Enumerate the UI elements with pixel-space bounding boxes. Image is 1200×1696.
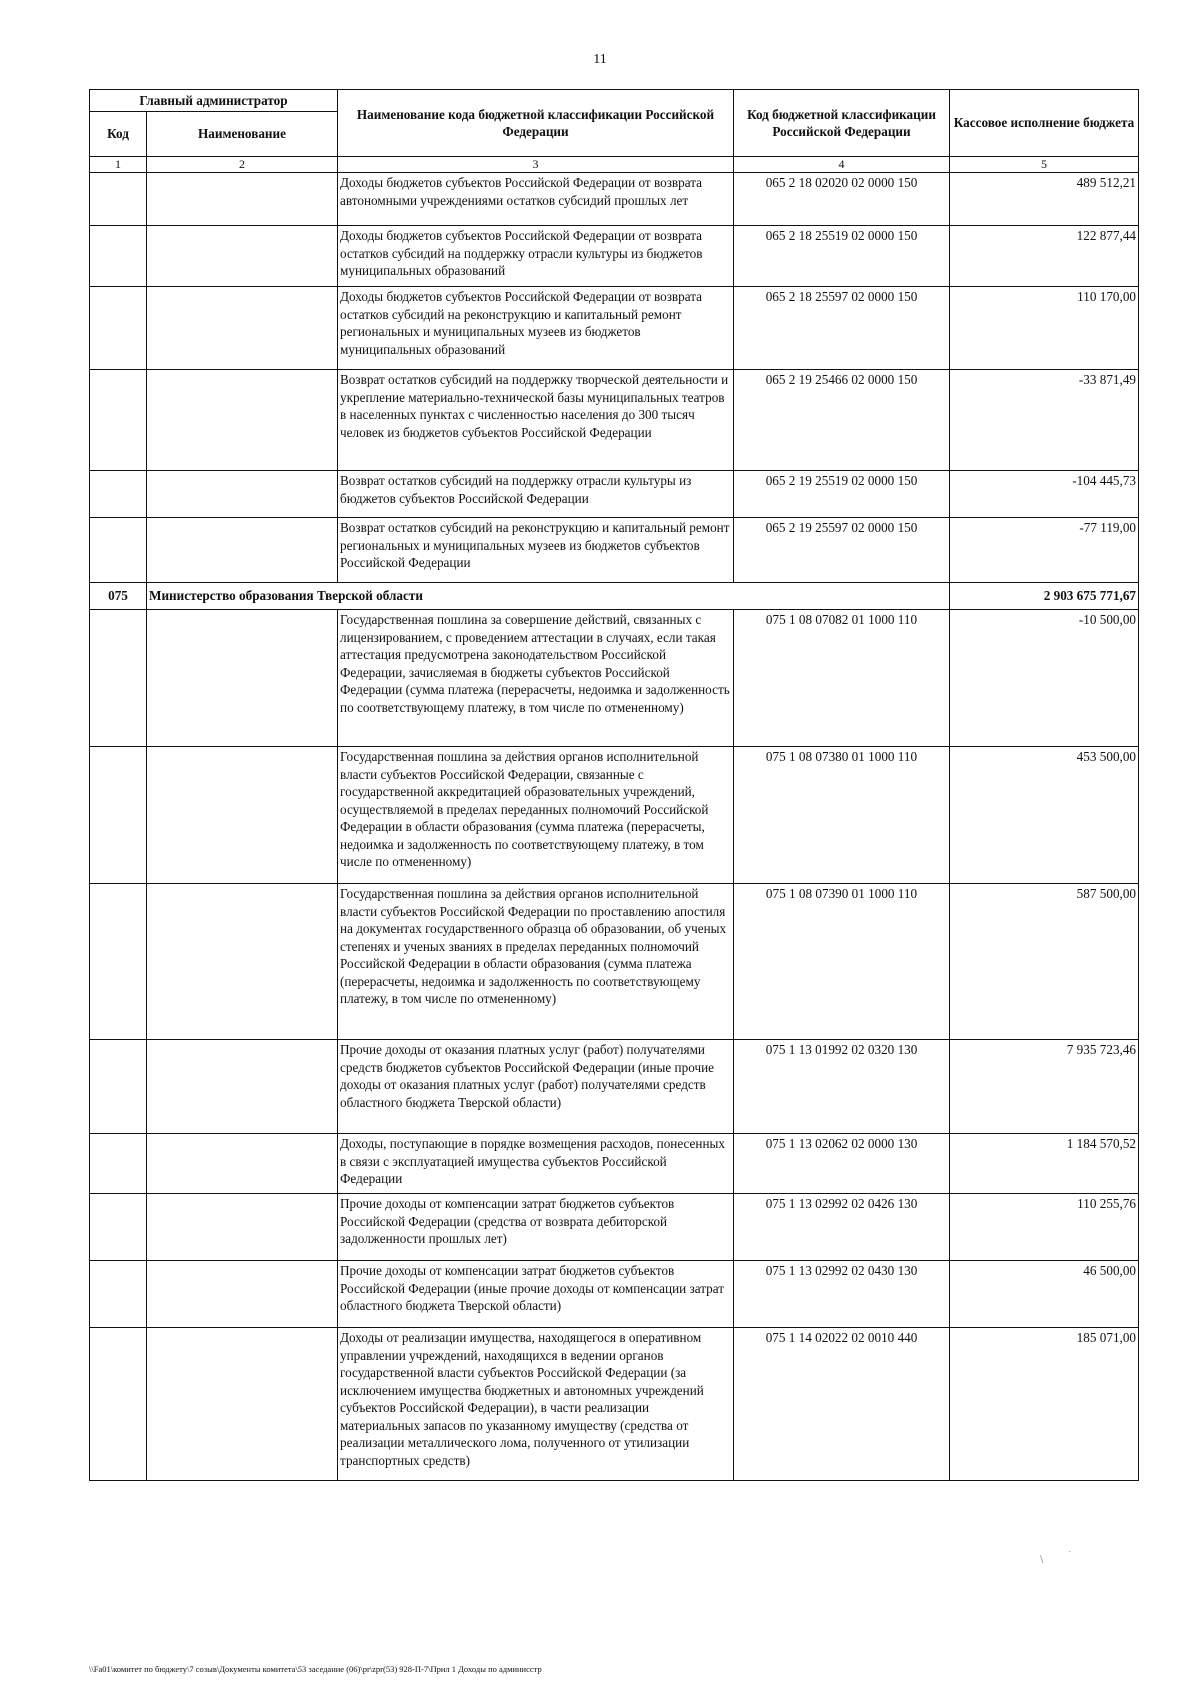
- row-description: Государственная пошлина за совершение действий, связанных с лицензированием, с проведением аттестации в случаях, если такая аттестация предусмотрена законодательством Российской Федерации, зачисляемая в бюджеты субъектов Российской Федерации (сумма платежа (перерасчеты, недоимка и задолженность по соответствующему платежу, в том числе по отмененному): [338, 610, 734, 747]
- row-bk-code: 075 1 13 02062 02 0000 130: [734, 1134, 950, 1194]
- admin-row: [90, 583, 1139, 610]
- table-row: [90, 1261, 1139, 1328]
- admin-name-cell: [147, 518, 338, 583]
- table-row: [90, 518, 1139, 583]
- row-amount: 185 071,00: [950, 1328, 1139, 1481]
- table-row: [90, 1328, 1139, 1481]
- column-number: 5: [950, 157, 1139, 173]
- row-amount: -33 871,49: [950, 370, 1139, 471]
- row-description: Возврат остатков субсидий на поддержку отрасли культуры из бюджетов субъектов Российской Федерации: [338, 471, 734, 518]
- table-row: [90, 226, 1139, 287]
- admin-code: 075: [90, 583, 147, 610]
- row-bk-code: 065 2 19 25466 02 0000 150: [734, 370, 950, 471]
- chief-admin-header: Главный администратор: [90, 90, 338, 112]
- admin-name-cell: [147, 1328, 338, 1481]
- row-bk-code: 075 1 08 07390 01 1000 110: [734, 884, 950, 1040]
- row-bk-code: 065 2 18 25519 02 0000 150: [734, 226, 950, 287]
- row-description: Доходы от реализации имущества, находящегося в оперативном управлении учреждений, находящихся в ведении органов государственной власти субъектов Российской Федерации (за исключением имущества бюджетных и автономных учреждений субъектов Российской Федерации), в части реализации материальных запасов по указанному имуществу (средства от реализации металлического лома, полученного от утилизации транспортных средств): [338, 1328, 734, 1481]
- row-amount: 110 170,00: [950, 287, 1139, 370]
- admin-code-cell: [90, 287, 147, 370]
- code-header: Код: [90, 112, 147, 157]
- row-description: Возврат остатков субсидий на реконструкцию и капитальный ремонт региональных и муниципальных музеев из бюджетов субъектов Российской Федерации: [338, 518, 734, 583]
- admin-name-cell: [147, 173, 338, 226]
- admin-code-cell: [90, 1261, 147, 1328]
- admin-name-cell: [147, 226, 338, 287]
- column-numbers-row: [90, 157, 1139, 173]
- row-bk-code: 075 1 14 02022 02 0010 440: [734, 1328, 950, 1481]
- admin-name-cell: [147, 884, 338, 1040]
- row-amount: 46 500,00: [950, 1261, 1139, 1328]
- table-row: [90, 1134, 1139, 1194]
- table-row: [90, 747, 1139, 884]
- row-amount: 110 255,76: [950, 1194, 1139, 1261]
- admin-code-cell: [90, 471, 147, 518]
- admin-code-cell: [90, 173, 147, 226]
- row-bk-code: 075 1 13 01992 02 0320 130: [734, 1040, 950, 1134]
- row-bk-code: 065 2 19 25519 02 0000 150: [734, 471, 950, 518]
- row-bk-code: 075 1 13 02992 02 0430 130: [734, 1261, 950, 1328]
- table-row: [90, 1040, 1139, 1134]
- row-description: Прочие доходы от компенсации затрат бюджетов субъектов Российской Федерации (средства от возврата дебиторской задолженности прошлых лет): [338, 1194, 734, 1261]
- row-bk-code: 065 2 18 02020 02 0000 150: [734, 173, 950, 226]
- table-row: [90, 610, 1139, 747]
- admin-code-cell: [90, 747, 147, 884]
- column-number: 2: [147, 157, 338, 173]
- row-description: Возврат остатков субсидий на поддержку творческой деятельности и укрепление материально-технической базы муниципальных театров в населенных пунктах с численностью населения до 300 тысяч человек из бюджетов субъектов Российской Федерации: [338, 370, 734, 471]
- row-amount: 489 512,21: [950, 173, 1139, 226]
- table-row: [90, 287, 1139, 370]
- row-bk-code: 065 2 18 25597 02 0000 150: [734, 287, 950, 370]
- row-amount: 7 935 723,46: [950, 1040, 1139, 1134]
- row-amount: 1 184 570,52: [950, 1134, 1139, 1194]
- row-amount: 122 877,44: [950, 226, 1139, 287]
- row-bk-code: 065 2 19 25597 02 0000 150: [734, 518, 950, 583]
- file-path-footer: \\Fa01\комитет по бюджету\7 созыв\Документы комитета\53 заседание (06)\pr\zpr(53) 928-П-7\Прил 1 Доходы по админисстр: [89, 1664, 542, 1674]
- name-header: Наименование: [147, 112, 338, 157]
- row-description: Доходы, поступающие в порядке возмещения расходов, понесенных в связи с эксплуатацией имущества субъектов Российской Федерации: [338, 1134, 734, 1194]
- row-description: Доходы бюджетов субъектов Российской Федерации от возврата остатков субсидий на поддержку отрасли культуры из бюджетов муниципальных образований: [338, 226, 734, 287]
- admin-name-cell: [147, 1261, 338, 1328]
- table-row: [90, 1194, 1139, 1261]
- row-description: Прочие доходы от оказания платных услуг (работ) получателями средств бюджетов субъектов Российской Федерации (иные прочие доходы от оказания платных услуг (работ) получателями средств областного бюджета Тверской области): [338, 1040, 734, 1134]
- admin-name-cell: [147, 1194, 338, 1261]
- admin-name-cell: [147, 1134, 338, 1194]
- table-row: [90, 471, 1139, 518]
- row-amount: -77 119,00: [950, 518, 1139, 583]
- row-description: Прочие доходы от компенсации затрат бюджетов субъектов Российской Федерации (иные прочие доходы от компенсации затрат областного бюджета Тверской области): [338, 1261, 734, 1328]
- row-bk-code: 075 1 08 07380 01 1000 110: [734, 747, 950, 884]
- admin-code-cell: [90, 1328, 147, 1481]
- admin-name: Министерство образования Тверской области: [147, 583, 950, 610]
- admin-total: 2 903 675 771,67: [950, 583, 1139, 610]
- admin-name-cell: [147, 287, 338, 370]
- execution-header: Кассовое исполнение бюджета: [950, 90, 1139, 157]
- row-amount: 587 500,00: [950, 884, 1139, 1040]
- row-description: Государственная пошлина за действия органов исполнительной власти субъектов Российской Федерации, связанные с государственной аккредитацией образовательных учреждений, осуществляемой в пределах переданных полномочий Российской Федерации в области образования (сумма платежа (перерасчеты, недоимка и задолженность по соответствующему платежу, в том числе по отмененному): [338, 747, 734, 884]
- bk-code-header: Код бюджетной классификации Российской Федерации: [734, 90, 950, 157]
- row-bk-code: 075 1 13 02992 02 0426 130: [734, 1194, 950, 1261]
- column-number: 4: [734, 157, 950, 173]
- scan-speck: ˙: [1068, 1550, 1072, 1561]
- admin-code-cell: [90, 1040, 147, 1134]
- column-number: 3: [338, 157, 734, 173]
- admin-name-cell: [147, 610, 338, 747]
- admin-code-cell: [90, 884, 147, 1040]
- budget-table: [89, 89, 1139, 1481]
- admin-name-cell: [147, 747, 338, 884]
- row-amount: -10 500,00: [950, 610, 1139, 747]
- page-number: 11: [593, 52, 607, 67]
- table-row: [90, 173, 1139, 226]
- row-amount: -104 445,73: [950, 471, 1139, 518]
- row-description: Доходы бюджетов субъектов Российской Федерации от возврата остатков субсидий на реконструкцию и капитальный ремонт региональных и муниципальных музеев из бюджетов муниципальных образований: [338, 287, 734, 370]
- table-row: [90, 370, 1139, 471]
- row-bk-code: 075 1 08 07082 01 1000 110: [734, 610, 950, 747]
- admin-code-cell: [90, 226, 147, 287]
- scan-speck: ∖: [1038, 1555, 1045, 1566]
- admin-name-cell: [147, 1040, 338, 1134]
- admin-code-cell: [90, 1134, 147, 1194]
- admin-code-cell: [90, 518, 147, 583]
- admin-code-cell: [90, 610, 147, 747]
- table-row: [90, 884, 1139, 1040]
- admin-code-cell: [90, 1194, 147, 1261]
- row-description: Доходы бюджетов субъектов Российской Федерации от возврата автономными учреждениями остатков субсидий прошлых лет: [338, 173, 734, 226]
- row-amount: 453 500,00: [950, 747, 1139, 884]
- bk-name-header: Наименование кода бюджетной классификации Российской Федерации: [338, 90, 734, 157]
- column-number: 1: [90, 157, 147, 173]
- admin-code-cell: [90, 370, 147, 471]
- admin-name-cell: [147, 370, 338, 471]
- row-description: Государственная пошлина за действия органов исполнительной власти субъектов Российской Федерации по проставлению апостиля на документах государственного образца об образовании, об ученых степенях и ученых званиях в пределах переданных полномочий Российской Федерации в области образования (сумма платежа (перерасчеты, недоимка и задолженность по соответствующему платежу, в том числе по отмененному): [338, 884, 734, 1040]
- admin-name-cell: [147, 471, 338, 518]
